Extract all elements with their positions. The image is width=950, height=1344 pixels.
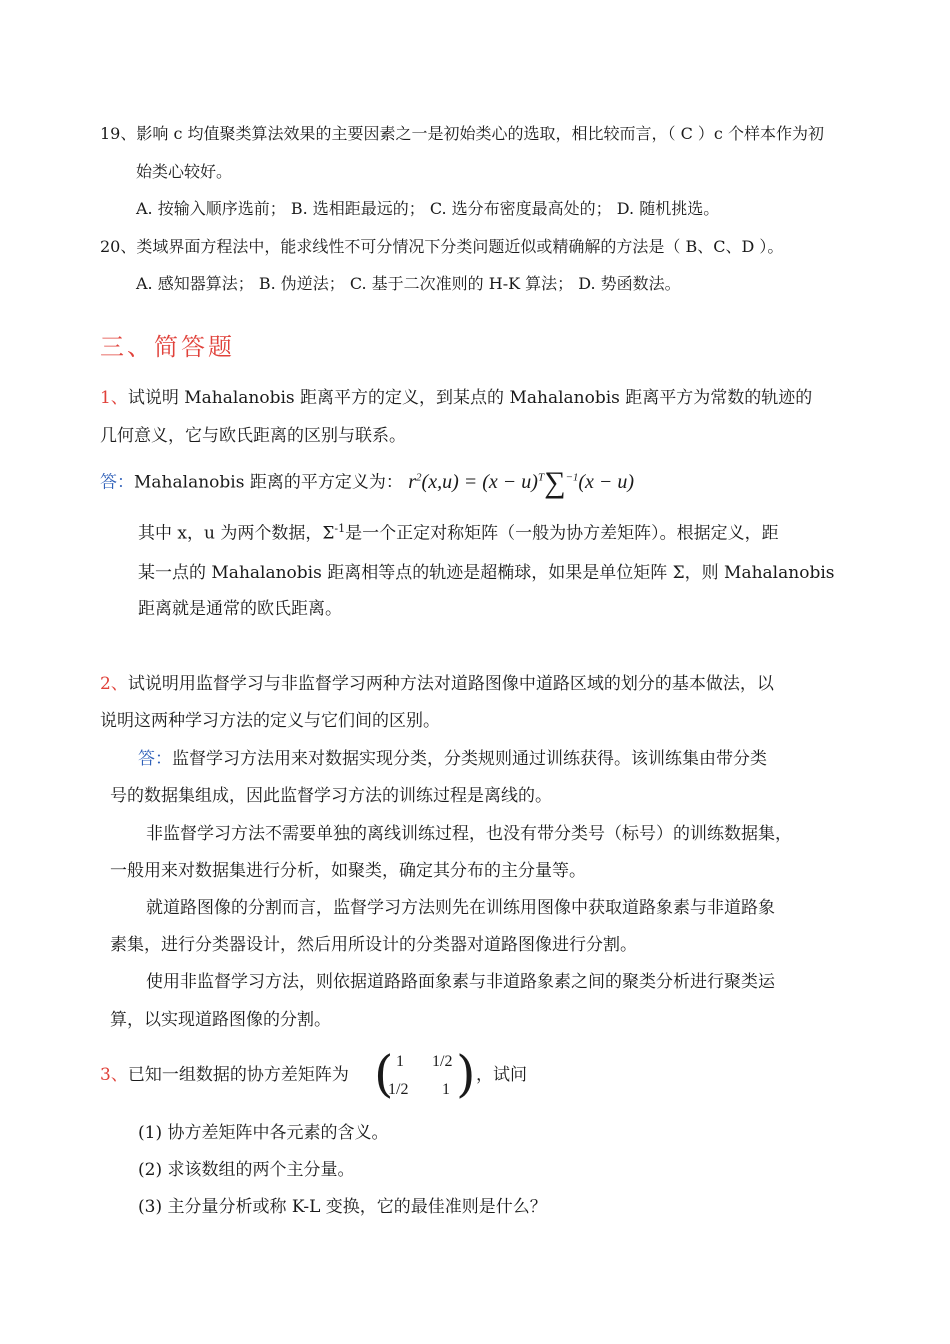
- s1-answer-text: Mahalanobis 距离的平方定义为：: [134, 472, 403, 493]
- formula-lhs-args: (x,u) = (x − u): [421, 470, 538, 493]
- matrix-cell-a22: 1: [442, 1081, 450, 1098]
- s2-answer-line-4: 一般用来对数据集进行分析，如聚类，确定其分布的主分量等。: [110, 861, 586, 881]
- matrix-cell-a12: 1/2: [432, 1053, 453, 1070]
- matrix-right-paren: ): [456, 1045, 476, 1103]
- formula-transpose: T: [537, 471, 545, 483]
- s2-answer-line-3: 非监督学习方法不需要单独的离线训练过程，也没有带分类号（标号）的训练数据集，: [146, 824, 792, 844]
- s1-p1-text: 其中 x，u 为两个数据，Σ: [138, 523, 335, 544]
- s3-question-suffix: ，试问: [476, 1065, 527, 1085]
- q19-options: A. 按输入顺序选前； B. 选相距最远的； C. 选分布密度最高处的； D. 随机挑选。: [136, 199, 720, 218]
- q19-line-1: 19、影响 c 均值聚类算法效果的主要因素之一是初始类心的选取，相比较而言，（ C ）c 个样本作为初: [100, 124, 824, 143]
- q20-line-1: 20、类域界面方程法中，能求线性不可分情况下分类问题近似或精确解的方法是（ B、C、D ）。: [100, 237, 784, 256]
- formula-lhs: r: [408, 470, 417, 493]
- q19-line-2: 始类心较好。: [136, 162, 233, 181]
- s2-number: 2、: [100, 674, 128, 694]
- s2-question-text-1: 试说明用监督学习与非监督学习两种方法对道路图像中道路区域的划分的基本做法，以: [127, 674, 774, 694]
- s3-item-2: (2) 求该数组的两个主分量。: [138, 1160, 355, 1180]
- covariance-matrix: [374, 1045, 476, 1104]
- formula-inverse: −1: [565, 471, 579, 483]
- s1-p1-sup: -1: [334, 522, 346, 535]
- mahalanobis-formula: [408, 465, 635, 499]
- s2-answer-line-7: 使用非监督学习方法，则依据道路路面象素与非道路象素之间的聚类分析进行聚类运: [146, 972, 775, 992]
- matrix-left-paren: (: [374, 1045, 394, 1103]
- matrix-cell-a21: 1/2: [388, 1081, 409, 1098]
- s3-question-text: 已知一组数据的协方差矩阵为: [127, 1065, 349, 1085]
- s1-answer-label: 答：: [100, 472, 134, 493]
- s2-question-line-1: [100, 673, 774, 695]
- section-title: 三、简答题: [100, 333, 235, 361]
- formula-rhs: (x − u): [578, 470, 635, 493]
- s2-answer-line-8: 算，以实现道路图像的分割。: [110, 1010, 331, 1030]
- formula-sigma-symbol: ∑: [544, 465, 566, 499]
- s1-number: 1、: [100, 388, 128, 408]
- s1-paragraph-3: 距离就是通常的欧氏距离。: [138, 599, 342, 619]
- s1-question-line-1: [100, 387, 812, 409]
- s3-item-1: (1) 协方差矩阵中各元素的含义。: [138, 1123, 389, 1143]
- s1-answer-line: [100, 462, 634, 498]
- s1-paragraph-2: 某一点的 Mahalanobis 距离相等点的轨迹是超椭球，如果是单位矩阵 Σ，则 Mahalanobis: [138, 563, 835, 583]
- s3-item-3: (3) 主分量分析或称 K-L 变换，它的最佳准则是什么？: [138, 1197, 547, 1217]
- q20-options: A. 感知器算法； B. 伪逆法； C. 基于二次准则的 H-K 算法； D. 势函数法。: [136, 274, 681, 293]
- matrix-cell-a11: 1: [396, 1053, 404, 1070]
- s2-answer-label: 答：: [138, 749, 172, 769]
- s1-question-text-1: 试说明 Mahalanobis 距离平方的定义，到某点的 Mahalanobis 距离平方为常数的轨迹的: [127, 388, 813, 408]
- s2-answer-line-5: 就道路图像的分割而言，监督学习方法则先在训练用图像中获取道路象素与非道路象: [146, 898, 775, 918]
- s3-question-line: [100, 1064, 349, 1086]
- s2-answer-line-2: 号的数据集组成，因此监督学习方法的训练过程是离线的。: [110, 786, 552, 806]
- s1-question-line-2: 几何意义，它与欧氏距离的区别与联系。: [100, 426, 406, 446]
- formula-lhs-sup: 2: [416, 471, 422, 483]
- s1-p1-rest: 是一个正定对称矩阵（一般为协方差矩阵）。根据定义，距: [345, 523, 779, 544]
- s2-question-line-2: 说明这两种学习方法的定义与它们间的区别。: [100, 711, 440, 731]
- s2-answer-text-1: 监督学习方法用来对数据实现分类，分类规则通过训练获得。该训练集由带分类: [172, 749, 767, 769]
- s1-paragraph-1: [138, 518, 779, 545]
- s3-number: 3、: [100, 1065, 128, 1085]
- s2-answer-line-6: 素集，进行分类器设计，然后用所设计的分类器对道路图像进行分割。: [110, 935, 637, 955]
- s2-answer-line-1: [138, 748, 767, 770]
